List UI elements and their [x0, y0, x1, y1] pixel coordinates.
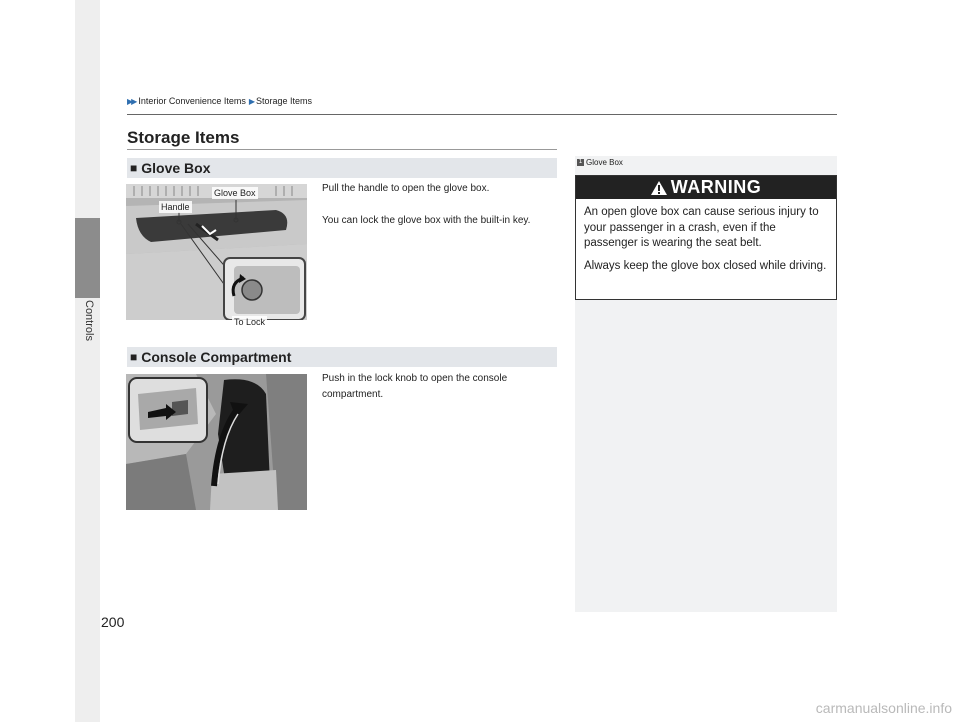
square-bullet-icon: ■: [130, 161, 138, 175]
breadcrumb-arrow-icon: ▶▶: [127, 96, 136, 106]
callout-handle: Handle: [161, 202, 190, 212]
side-tab: [75, 0, 100, 722]
glove-box-illustration: [126, 184, 307, 330]
callout-to-lock: To Lock: [234, 317, 266, 327]
section-heading-glove-box: [127, 158, 557, 178]
console-image: [126, 374, 307, 510]
note-reference-icon: 1: [578, 159, 583, 165]
console-illustration: [126, 374, 307, 510]
breadcrumb-item[interactable]: Interior Convenience Items: [138, 96, 246, 106]
side-tab-label: Controls: [83, 300, 95, 341]
console-instruction: Push in the lock knob to open the console compartment.: [322, 373, 508, 400]
section-heading-text: Glove Box: [141, 160, 211, 176]
side-tab-marker: [75, 218, 100, 298]
breadcrumb: [127, 96, 312, 106]
glove-box-lock-text: You can lock the glove box with the built-in key.: [322, 215, 531, 226]
note-reference: [577, 158, 623, 167]
watermark: carmanualsonline.info: [815, 700, 952, 716]
warning-advice: Always keep the glove box closed while driving.: [584, 260, 827, 272]
warning-title: WARNING: [670, 177, 762, 197]
breadcrumb-item[interactable]: Storage Items: [256, 96, 313, 106]
warning-text: An open glove box can cause serious injury to your passenger in a crash, even if the passenger is wearing the seat belt.: [584, 206, 819, 249]
callout-glove-box: Glove Box: [214, 188, 256, 198]
glove-box-instruction: Pull the handle to open the glove box.: [322, 183, 490, 194]
title-divider: [127, 149, 557, 150]
page-number: 200: [101, 614, 125, 630]
section-heading-text: Console Compartment: [141, 349, 292, 365]
breadcrumb-arrow-icon: ▶: [248, 96, 254, 106]
page-title: Storage Items: [127, 128, 240, 147]
section-heading-console: [127, 347, 557, 367]
square-bullet-icon: ■: [130, 350, 138, 364]
warning-header: [576, 176, 836, 199]
warning-box: [575, 175, 837, 300]
warning-triangle-icon: [651, 181, 667, 195]
header-divider: [127, 114, 837, 115]
note-reference-text: Glove Box: [586, 158, 623, 167]
glove-box-image: [126, 184, 307, 330]
